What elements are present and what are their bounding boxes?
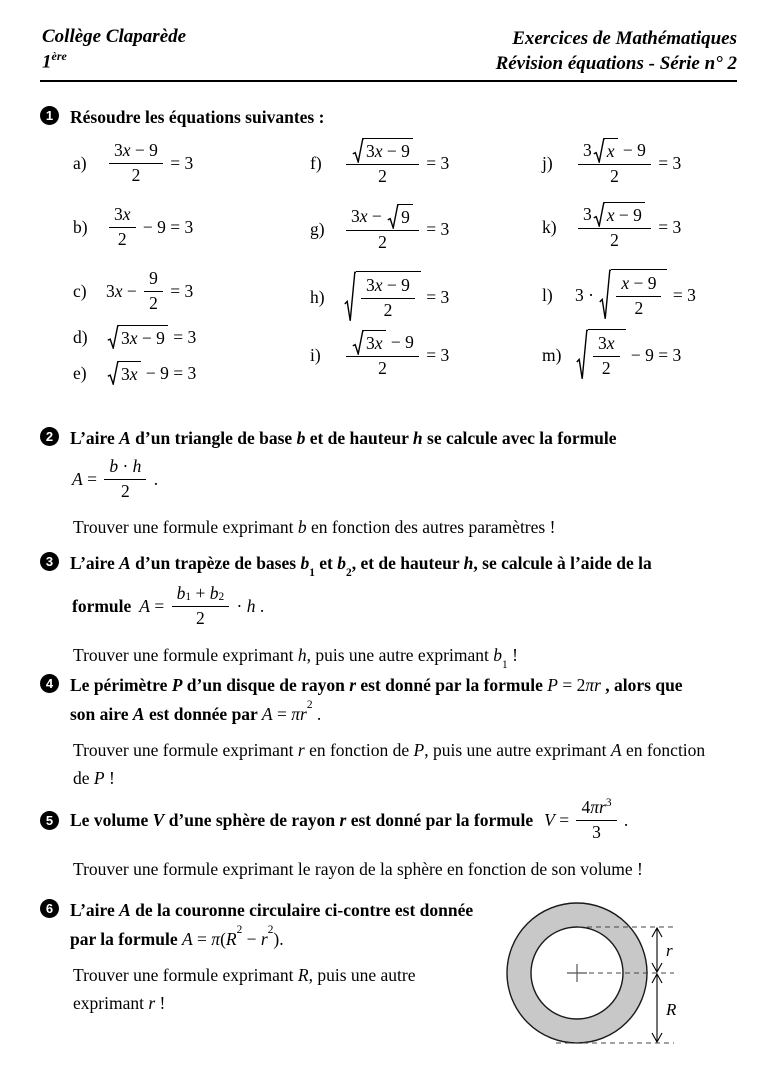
inner-radius-label: r [666,941,673,960]
exercise-4-statement: Le périmètre P d’un disque de rayon r est donné par la formule P = 2πr , alors que son aire A est donnée par $A = \pi r^2$ . [70,675,683,724]
header-divider [40,80,737,82]
exercise-4-number: 4 [40,674,59,693]
equation-expression: 3 x − 9 2 = 3 [575,137,681,189]
equation-expression: $\frac{3x}{2}$ − 9 = 3 [575,329,681,381]
header-school-block [42,26,186,74]
exercise-5 [40,796,712,883]
equation-column-2 [310,133,449,381]
equation-expression: 3 · $\frac{x - 9}{2}$ = 3 [575,269,696,321]
exercise-2-formula: A = $\frac{b \cdot h}{2}$ . [72,455,159,501]
equation-expression: 3x − 9 = 3 [106,361,196,385]
exercise-2-number: 2 [40,427,59,446]
exercise-3 [40,549,712,669]
exercise-2-task: Trouver une formule exprimant b en fonction des autres paramètres ! [73,516,556,537]
exercise-6 [40,896,480,1017]
equation-item-a [73,133,196,193]
exercise-1-heading: Résoudre les équations suivantes : [70,107,325,127]
equation-label: i) [310,344,321,365]
outer-radius-label: R [666,1000,677,1019]
outer-radius-arrow [652,974,662,1042]
equation-item-m [542,329,696,381]
document-title: Exercices de Mathématiques [512,28,737,49]
equation-item-e [73,353,196,393]
equation-label: l) [542,284,553,305]
exercise-5-task: Trouver une formule exprimant le rayon de la sphère en fonction de son volume ! [73,858,643,879]
equation-item-b [73,193,196,261]
exercise-2-statement: L’aire A d’un triangle de base b et de hauteur h se calcule avec la formule [70,428,617,448]
document-subtitle: Révision équations - Série n° 2 [495,53,737,75]
equation-item-j [542,133,696,193]
equation-item-d [73,321,196,353]
equation-item-c [73,261,196,321]
equation-column-1 [73,133,196,393]
header-title-block [496,26,737,76]
exercise-3-formula-prefix: formule [72,595,132,616]
equation-item-f [310,133,449,193]
exercise-5-number: 5 [40,811,59,830]
exercise-3-number: 3 [40,552,59,571]
equation-expression: 3 x − 9 2 = 3 [575,201,681,253]
equation-item-i [310,329,449,381]
grade-level: 1ère [42,48,67,73]
exercise-4 [40,671,712,792]
equation-label: k) [542,216,557,237]
equation-label: c) [73,280,87,301]
equation-expression: $\frac{3x}{2}$ − 9 = 3 [106,203,193,252]
exercise-6-statement: L’aire A de la couronne circulaire ci-contre est donnée par la formule $A = \pi(R^2 - r^2)$. [70,900,474,949]
equation-label: m) [542,344,562,365]
exercise-1-number: 1 [40,106,59,125]
exercise-6-task: Trouver une formule exprimant R, puis une autre exprimant r ! [73,964,416,1013]
exercise-2 [40,424,712,541]
exercise-6-number: 6 [40,899,59,918]
equation-label: h) [310,286,325,307]
equation-expression: 3x − $\frac{9}{2}$ = 3 [106,267,194,313]
inner-radius-arrow [652,928,662,972]
equation-label: a) [73,152,87,173]
exercise-3-statement: L’aire A d’un trapèze de bases $b_1$ et $b_2$, et de hauteur h, se calcule à l’aide de la [70,553,652,580]
equation-label: d) [73,326,88,347]
exercise-5-formula: V = 4πr $^3$ 3 . [544,796,629,842]
equation-expression: $\frac{3x - 9}{2}$ = 3 [343,271,449,323]
equation-item-g [310,193,449,265]
equation-label: g) [310,218,325,239]
equation-expression: 3x − 9 2 = 3 [343,203,449,255]
school-name: Collège Claparède [42,26,187,47]
equation-item-l [542,261,696,329]
exercise-3-task: Trouver une formule exprimant h, puis une autre exprimant $b_1$ ! [73,644,518,671]
equation-expression: $\frac{3x - 9}{2}$ = 3 [106,139,193,188]
equation-column-3 [542,133,696,381]
equation-label: f) [310,152,322,173]
annulus-figure [490,878,750,1078]
equation-label: j) [542,152,553,173]
equation-expression: 3x − 9 2 = 3 [343,329,449,381]
equation-label: b) [73,216,88,237]
exercise-5-statement: Le volume V d’une sphère de rayon r est donné par la formule [70,809,534,830]
grade-superscript: ère [51,48,67,63]
exercise-1 [40,103,324,132]
equation-expression: 3x − 9 = 3 [106,325,196,349]
equation-item-h [310,265,449,329]
equation-expression: $\frac{3x - 9}{2}$ = 3 [343,137,449,189]
equation-label: e) [73,362,87,383]
exercise-3-formula: formule A = b $_1$ + b $_2$ 2 · h . [72,582,265,628]
exercise-4-task: Trouver une formule exprimant r en fonction de P, puis une autre exprimant A en fonction de P ! [73,739,706,788]
equation-item-k [542,193,696,261]
